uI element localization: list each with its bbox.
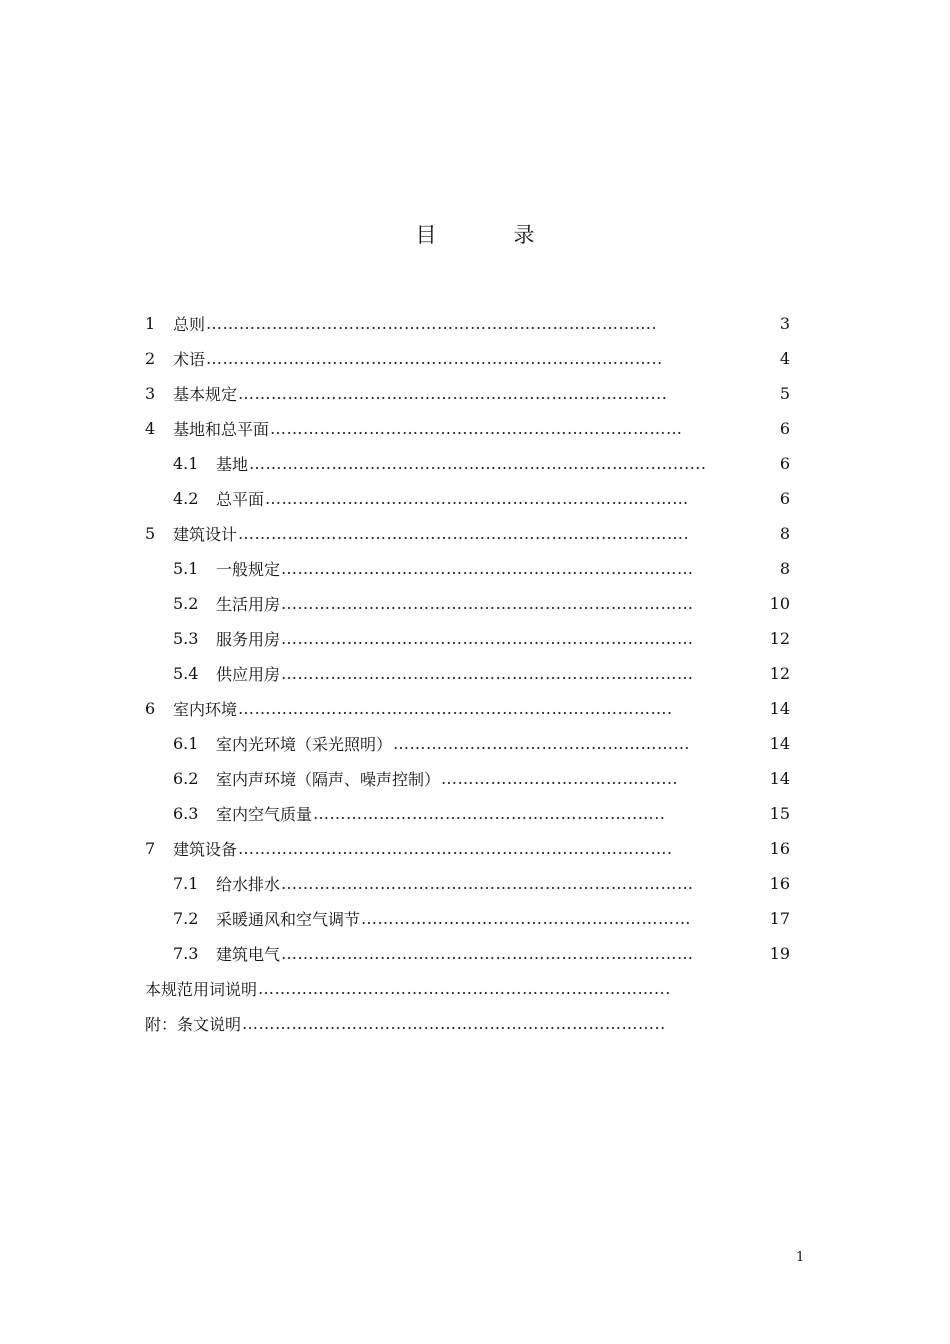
toc-entry-page: 12 xyxy=(769,664,790,683)
toc-entry-page: 16 xyxy=(769,874,790,893)
toc-entry-label: 总则 xyxy=(173,315,206,334)
toc-entry-4-2[interactable] xyxy=(145,481,790,516)
toc-entry-6-1[interactable] xyxy=(145,726,790,761)
toc-entry-label: 采暖通风和空气调节 xyxy=(216,910,361,929)
toc-leader-dots: ………………………………………………………………........... xyxy=(249,454,707,473)
toc-entry-label: 给水排水 xyxy=(216,875,281,894)
toc-entry-6-3[interactable] xyxy=(145,796,790,831)
toc-leader-dots: ……………………………………………… xyxy=(393,734,691,753)
toc-entry-2[interactable] xyxy=(145,341,790,376)
toc-leader-dots: ……………………………………………………………………. xyxy=(238,699,673,718)
toc-leader-dots: ………………………………………………………………… xyxy=(281,874,694,893)
toc-leader-dots: ……………………………………………………………………….. xyxy=(206,349,663,368)
toc-entry-5-2[interactable] xyxy=(145,586,790,621)
toc-entry-6[interactable] xyxy=(145,691,790,726)
toc-entry-page: 4 xyxy=(779,349,790,368)
toc-entry-number: 5 xyxy=(145,524,156,543)
toc-entry-label: 建筑设备 xyxy=(173,840,238,859)
toc-entry-number: 2 xyxy=(145,349,156,368)
toc-entry-page: 6 xyxy=(779,489,790,508)
toc-entry-label: 服务用房 xyxy=(216,630,281,649)
toc-leader-dots: ………………………………………………………………… xyxy=(270,419,683,438)
toc-entry-number: 6.3 xyxy=(173,804,199,823)
toc-entry-number: 5.2 xyxy=(173,594,199,613)
toc-entry-page: 8 xyxy=(779,559,790,578)
toc-entry-page: 14 xyxy=(769,734,790,753)
toc-entry-label: 本规范用词说明 xyxy=(145,980,258,999)
toc-entry-number: 5.4 xyxy=(173,664,199,683)
toc-entry-number: 7.3 xyxy=(173,944,199,963)
toc-entry-number: 6.1 xyxy=(173,734,199,753)
toc-entry-number: 6.2 xyxy=(173,769,199,788)
toc-entry-4[interactable] xyxy=(145,411,790,446)
toc-entry-label: 总平面 xyxy=(216,490,265,509)
toc-entry-7-1[interactable] xyxy=(145,866,790,901)
toc-entry-number: 7.2 xyxy=(173,909,199,928)
toc-entry-5-1[interactable] xyxy=(145,551,790,586)
toc-entry-5[interactable] xyxy=(145,516,790,551)
toc-leader-dots: …………………………………………………..….. xyxy=(313,804,666,823)
toc-entry-number: 5.1 xyxy=(173,559,199,578)
toc-entry-page: 12 xyxy=(769,629,790,648)
toc-entry-page: 8 xyxy=(779,524,790,543)
toc-entry-label: 室内空气质量 xyxy=(216,805,313,824)
toc-entry-number: 3 xyxy=(145,384,156,403)
toc-entry-number: 1 xyxy=(145,314,156,333)
toc-entry-label: 基地和总平面 xyxy=(173,420,270,439)
toc-entry-page: 14 xyxy=(769,699,790,718)
toc-leader-dots: ……………………………………………………………………. xyxy=(238,839,673,858)
toc-entry-7-2[interactable] xyxy=(145,901,790,936)
toc-leader-dots: ………………………………………………………………... xyxy=(258,979,671,998)
toc-entry-label: 附：条文说明 xyxy=(145,1015,242,1034)
toc-leader-dots: ………………………………………………………………….. xyxy=(242,1014,666,1033)
toc-leader-dots: ………………………………………………………………………. xyxy=(206,314,658,333)
toc-entry-page: 19 xyxy=(769,944,790,963)
toc-entry-label: 建筑设计 xyxy=(173,525,238,544)
toc-entry-label: 供应用房 xyxy=(216,665,281,684)
toc-entry-7-3[interactable] xyxy=(145,936,790,971)
toc-entry-page: 15 xyxy=(769,804,790,823)
toc-entry-label: 术语 xyxy=(173,350,206,369)
toc-leader-dots: ………………………………………………………………… xyxy=(281,594,694,613)
toc-leader-dots: ………………………………………………………………… xyxy=(281,664,694,683)
toc-entry-page: 6 xyxy=(779,419,790,438)
toc-leader-dots: ………………………………………………………………… xyxy=(281,559,694,578)
toc-entry-terminology-explanation[interactable] xyxy=(145,971,790,1006)
toc-entry-number: 4.1 xyxy=(173,454,199,473)
toc-entry-7[interactable] xyxy=(145,831,790,866)
table-of-contents xyxy=(145,306,790,1041)
toc-entry-page: 3 xyxy=(779,314,790,333)
toc-entry-label: 室内光环境（采光照明） xyxy=(216,735,393,754)
toc-entry-page: 6 xyxy=(779,454,790,473)
toc-entry-label: 基本规定 xyxy=(173,385,238,404)
toc-entry-number: 6 xyxy=(145,699,156,718)
toc-leader-dots: ………………………………....... xyxy=(441,769,679,788)
toc-leader-dots: ………………………………………………………………… xyxy=(281,944,694,963)
toc-entry-label: 室内声环境（隔声、噪声控制） xyxy=(216,770,441,789)
toc-leader-dots: ………………………………………………………………… xyxy=(281,629,694,648)
toc-entry-number: 7.1 xyxy=(173,874,199,893)
toc-leader-dots: ………………………………………………………………………. xyxy=(238,524,690,543)
toc-entry-5-3[interactable] xyxy=(145,621,790,656)
toc-entry-page: 14 xyxy=(769,769,790,788)
toc-entry-4-1[interactable] xyxy=(145,446,790,481)
toc-entry-label: 生活用房 xyxy=(216,595,281,614)
toc-entry-label: 室内环境 xyxy=(173,700,238,719)
toc-entry-label: 一般规定 xyxy=(216,560,281,579)
toc-title: 目 录 xyxy=(415,223,563,247)
toc-entry-number: 4.2 xyxy=(173,489,199,508)
toc-entry-number: 4 xyxy=(145,419,156,438)
toc-leader-dots: …………………………………………………… xyxy=(361,909,692,928)
toc-entry-number: 5.3 xyxy=(173,629,199,648)
toc-entry-page: 10 xyxy=(769,594,790,613)
toc-entry-page: 16 xyxy=(769,839,790,858)
toc-entry-1[interactable] xyxy=(145,306,790,341)
toc-entry-label: 基地 xyxy=(216,455,249,474)
toc-leader-dots: …………………………………………………………………... xyxy=(238,384,668,403)
toc-leader-dots: ……………………………………………………………..…… xyxy=(265,489,689,508)
toc-entry-label: 建筑电气 xyxy=(216,945,281,964)
toc-entry-3[interactable] xyxy=(145,376,790,411)
toc-entry-6-2[interactable] xyxy=(145,761,790,796)
toc-entry-page: 5 xyxy=(779,384,790,403)
toc-entry-page: 17 xyxy=(769,909,790,928)
toc-entry-number: 7 xyxy=(145,839,156,858)
page-number: 1 xyxy=(796,1250,805,1265)
toc-entry-appendix[interactable] xyxy=(145,1006,790,1041)
toc-entry-5-4[interactable] xyxy=(145,656,790,691)
